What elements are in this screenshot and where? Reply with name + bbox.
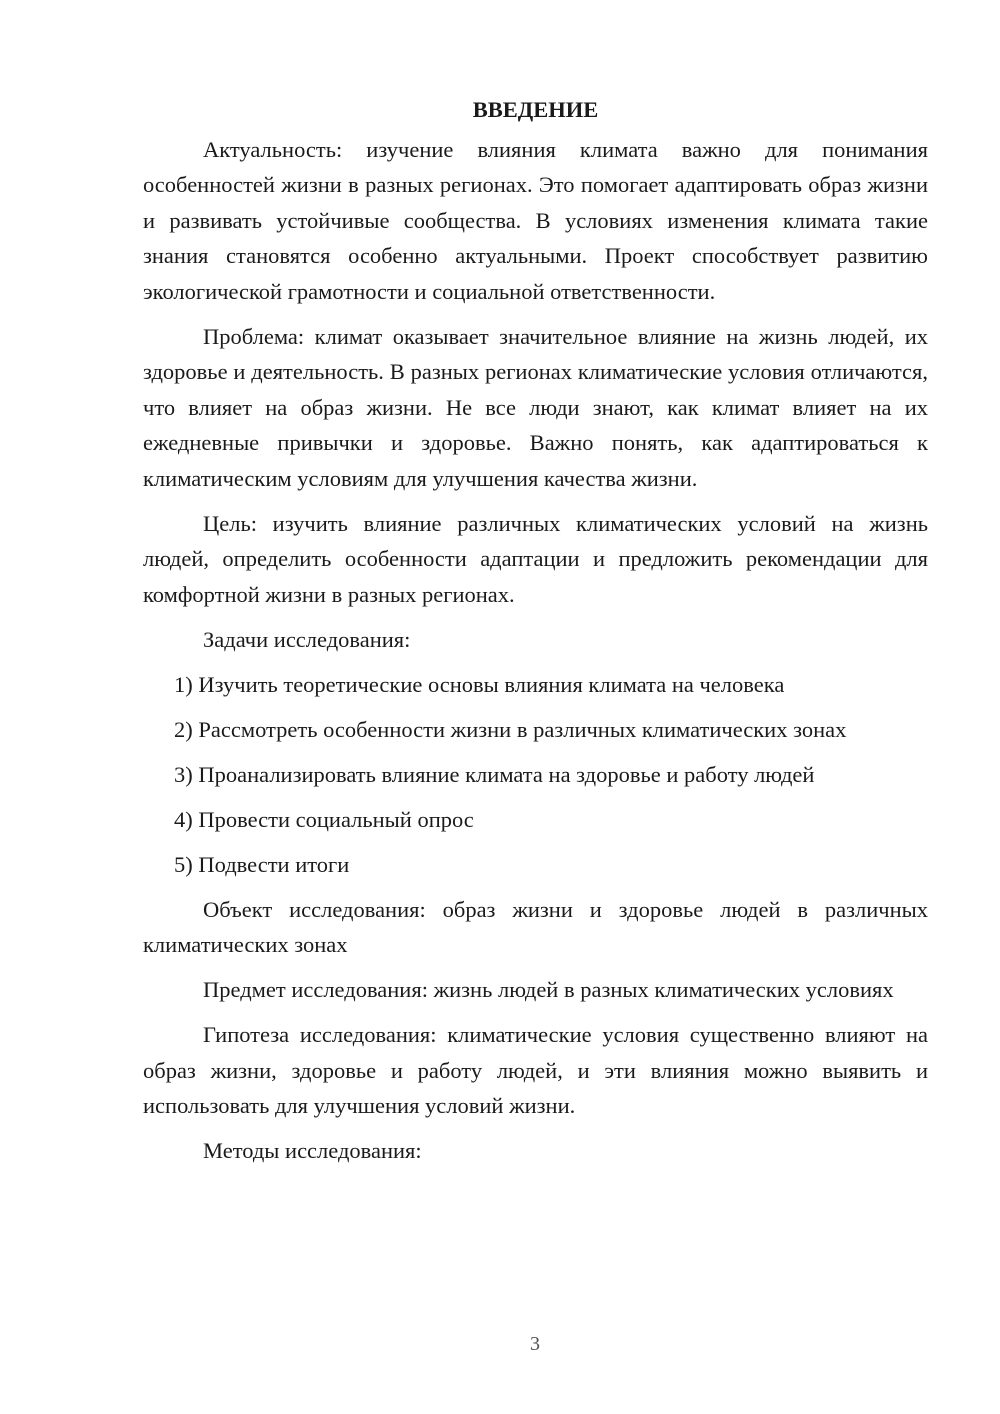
page-content bbox=[143, 92, 928, 1178]
list-item: 5) Подвести итоги bbox=[174, 851, 350, 877]
list-item: 4) Провести социальный опрос bbox=[174, 806, 474, 832]
list-item: 3) Проанализировать влияние климата на здоровье и работу людей bbox=[174, 761, 815, 787]
list-item: 2) Рассмотреть особенности жизни в различных климатических зонах bbox=[174, 716, 847, 742]
relevance-paragraph: Актуальность: изучение влияния климата важно для понимания особенностей жизни в разных регионах. Это помогает адаптировать образ жизни и развивать устойчивые сообщества. В условиях изменения климата такие знания становятся особенно актуальными. Проект способствует развитию экологической грамотности и социальной ответственности. bbox=[143, 136, 928, 304]
hypothesis-paragraph: Гипотеза исследования: климатические условия существенно влияют на образ жизни, здоровье и работу людей, и эти влияния можно выявить и использовать для улучшения условий жизни. bbox=[143, 1022, 928, 1118]
tasks-list bbox=[143, 667, 928, 883]
object-paragraph: Объект исследования: образ жизни и здоровье людей в различных климатических зонах bbox=[143, 896, 928, 957]
subject-paragraph: Предмет исследования: жизнь людей в разных климатических условиях bbox=[203, 977, 894, 1002]
page-title: ВВЕДЕНИЕ bbox=[472, 97, 599, 122]
tasks-heading: Задачи исследования: bbox=[203, 626, 411, 652]
list-item: 1) Изучить теоретические основы влияния климата на человека bbox=[174, 671, 785, 697]
problem-paragraph: Проблема: климат оказывает значительное влияние на жизнь людей, их здоровье и деятельность. В разных регионах климатические условия отличаются, что влияет на образ жизни. Не все люди знают, как климат влияет на их ежедневные привычки и здоровье. Важно понять, как адаптироваться к климатическим условиям для улучшения качества жизни. bbox=[143, 323, 928, 491]
methods-heading: Методы исследования: bbox=[203, 1138, 422, 1163]
goal-paragraph: Цель: изучить влияние различных климатических условий на жизнь людей, определить особенности адаптации и предложить рекомендации для комфортной жизни в разных регионах. bbox=[143, 510, 928, 607]
page-number: 3 bbox=[530, 1333, 540, 1355]
